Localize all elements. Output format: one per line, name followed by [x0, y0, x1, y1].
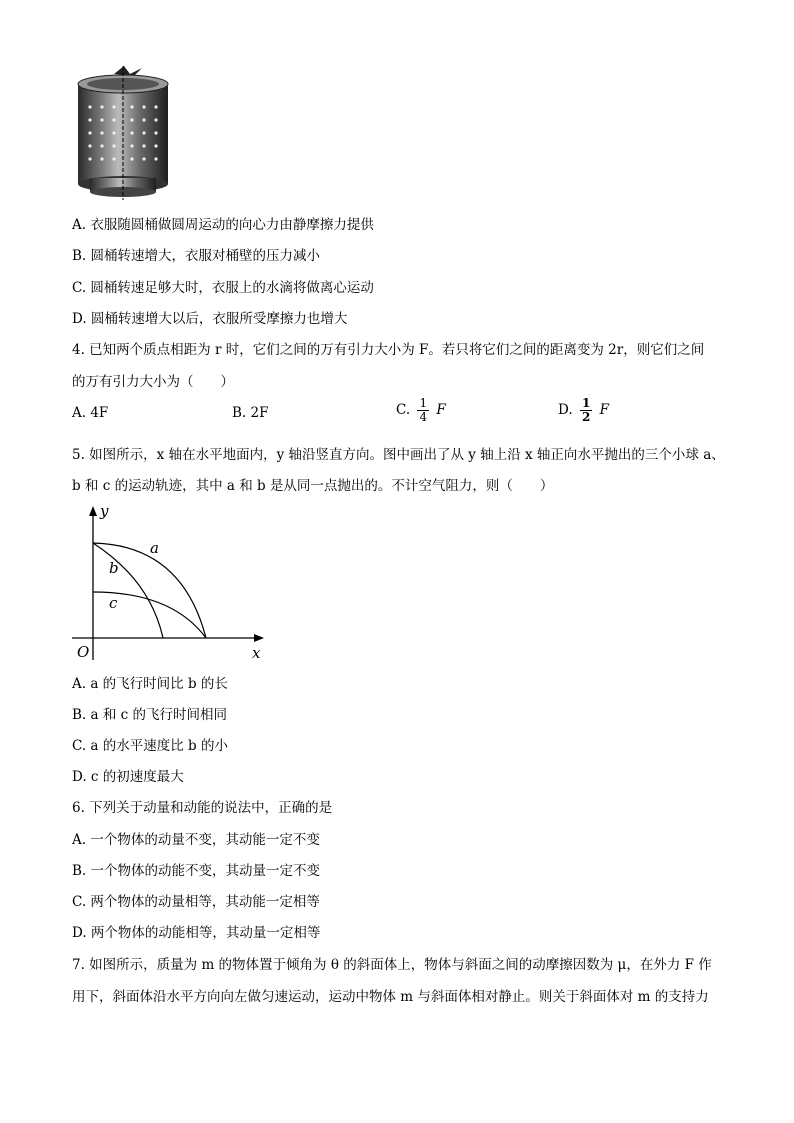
- q4-option-c: [396, 397, 446, 424]
- q4-stem-line1: 4. 已知两个质点相距为 r 时，它们之间的万有引力大小为 F。若只将它们之间的距离变为 2r，则它们之间: [72, 342, 705, 358]
- q4-option-c-numerator: 1: [419, 396, 428, 410]
- q5-option-a: A. a 的飞行时间比 b 的长: [72, 676, 228, 692]
- q3-option-b: B. 圆桶转速增大，衣服对桶壁的压力减小: [72, 248, 321, 264]
- spin-drum-figure: [72, 62, 182, 202]
- q3-option-a: A. 衣服随圆桶做圆周运动的向心力由静摩擦力提供: [72, 217, 374, 233]
- q4-option-b: B. 2F: [232, 405, 269, 421]
- q5-stem-line2: b 和 c 的运动轨迹，其中 a 和 b 是从同一点抛出的。不计空气阻力，则（ ）: [72, 478, 554, 494]
- curve-label-c: c: [109, 594, 118, 612]
- q7-stem-line2: 用下，斜面体沿水平方向向左做匀速运动，运动中物体 m 与斜面体相对静止。则关于斜面体对 m 的支持力: [72, 989, 709, 1005]
- q4-option-d: [558, 397, 609, 424]
- y-axis-label: y: [100, 502, 109, 520]
- x-axis-arrow: [254, 634, 264, 642]
- trajectory-b: [93, 543, 163, 638]
- q5-stem-line1: 5. 如图所示，x 轴在水平地面内，y 轴沿竖直方向。图中画出了从 y 轴上沿 x 轴正向水平抛出的三个小球 a、: [72, 447, 725, 463]
- q3-option-c: C. 圆桶转速足够大时，衣服上的水滴将做离心运动: [72, 280, 374, 296]
- q4-option-d-fraction: [580, 397, 592, 424]
- q5-option-d: D. c 的初速度最大: [72, 769, 184, 785]
- q4-option-d-denominator: 2: [581, 410, 591, 424]
- q4-option-c-prefix: C.: [396, 402, 411, 418]
- q4-option-a: A. 4F: [72, 405, 109, 421]
- q4-option-d-prefix: D.: [558, 402, 573, 418]
- q6-option-a: A. 一个物体的动量不变，其动能一定不变: [72, 832, 320, 848]
- q4-option-c-denominator: 4: [419, 410, 428, 424]
- projectile-graph: [72, 500, 272, 660]
- q4-stem-line2: 的万有引力大小为（ ）: [72, 374, 234, 390]
- q4-option-c-fraction: [417, 397, 429, 424]
- q7-stem-line1: 7. 如图所示，质量为 m 的物体置于倾角为 θ 的斜面体上，物体与斜面之间的动摩擦因数为 μ，在外力 F 作: [72, 957, 712, 973]
- q6-option-c: C. 两个物体的动量相等，其动能一定相等: [72, 894, 320, 910]
- curve-label-b: b: [109, 559, 119, 577]
- q4-option-c-suffix: F: [436, 402, 446, 418]
- origin-label: O: [77, 643, 90, 660]
- q5-option-c: C. a 的水平速度比 b 的小: [72, 738, 228, 754]
- curve-label-a: a: [150, 539, 159, 557]
- q4-option-d-numerator: 1: [581, 396, 591, 410]
- q4-option-d-suffix: F: [599, 402, 609, 418]
- q5-option-b: B. a 和 c 的飞行时间相同: [72, 707, 227, 723]
- x-axis-label: x: [252, 644, 261, 660]
- q6-stem: 6. 下列关于动量和动能的说法中，正确的是: [72, 800, 333, 816]
- y-axis-arrow: [89, 506, 97, 516]
- q6-option-d: D. 两个物体的动能相等，其动量一定相等: [72, 925, 321, 941]
- trajectory-a: [93, 543, 206, 638]
- q3-option-d: D. 圆桶转速增大以后，衣服所受摩擦力也增大: [72, 311, 348, 327]
- q6-option-b: B. 一个物体的动能不变，其动量一定不变: [72, 863, 321, 879]
